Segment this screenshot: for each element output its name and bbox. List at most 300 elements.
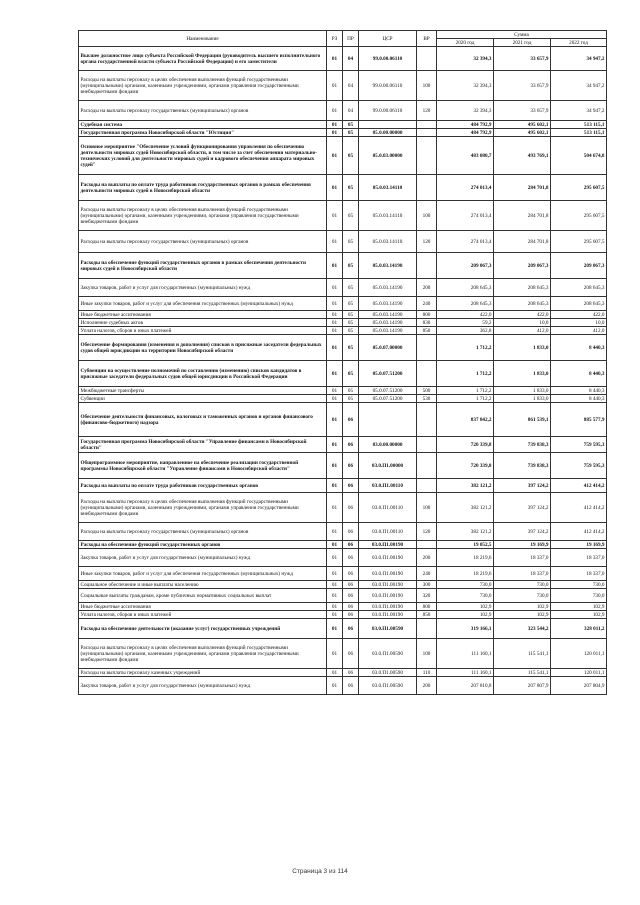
- row-rz: 01: [327, 403, 343, 437]
- row-sum-2021: 18 337,0: [494, 567, 551, 581]
- row-pr: 04: [343, 101, 359, 121]
- row-sum-2020: 274 013,4: [437, 231, 494, 253]
- row-sum-2022: 10,0: [551, 319, 607, 327]
- row-sum-2021: 412,0: [494, 327, 551, 335]
- row-vr: [417, 541, 437, 549]
- row-sum-2020: 1 712,2: [437, 395, 494, 403]
- row-sum-2021: 730,0: [494, 589, 551, 603]
- row-rz: 01: [327, 101, 343, 121]
- row-sum-2022: 34 947,2: [551, 101, 607, 121]
- row-csr: 05.0.03.14190: [359, 297, 417, 311]
- table-row: [79, 549, 607, 567]
- row-name: Иные бюджетные ассигнования: [79, 311, 327, 319]
- row-rz: 01: [327, 589, 343, 603]
- row-sum-2020: 382 121,2: [437, 479, 494, 493]
- row-sum-2021: 397 124,2: [494, 493, 551, 523]
- table-row: [79, 101, 607, 121]
- row-name: Расходы на выплаты персоналу в целях обеспечения выполнения функций государственными (муниципальными) органами, казенными учреждениями, органами управления государственными внебюджетными фондами: [79, 493, 327, 523]
- table-row: [79, 335, 607, 361]
- row-csr: 03.0.П1.00190: [359, 603, 417, 611]
- row-sum-2021: 19 169,9: [494, 541, 551, 549]
- row-sum-2021: 284 701,8: [494, 231, 551, 253]
- row-pr: 06: [343, 603, 359, 611]
- row-sum-2022: 34 947,2: [551, 71, 607, 101]
- row-rz: 01: [327, 669, 343, 677]
- row-csr: 05.0.03.14190: [359, 279, 417, 297]
- row-pr: 05: [343, 297, 359, 311]
- row-vr: [417, 253, 437, 279]
- row-csr: 03.0.П1.00190: [359, 611, 417, 619]
- row-name: Судебная система: [79, 121, 327, 129]
- row-sum-2021: 208 645,3: [494, 279, 551, 297]
- table-row: [79, 297, 607, 311]
- table-row: [79, 437, 607, 453]
- header-csr: ЦСР: [359, 31, 417, 47]
- row-vr: [417, 335, 437, 361]
- row-name: Закупка товаров, работ и услуг для государственных (муниципальных) нужд: [79, 279, 327, 297]
- row-name: Уплата налогов, сборов и иных платежей: [79, 611, 327, 619]
- row-sum-2021: 115 541,1: [494, 669, 551, 677]
- row-name: Субвенции на осуществление полномочий по составлению (изменению) списков кандидатов в присяжные заседатели федеральных судов общей юрисдикции в Российской Федерации: [79, 361, 327, 387]
- row-rz: 01: [327, 619, 343, 639]
- row-vr: 200: [417, 549, 437, 567]
- row-vr: [417, 47, 437, 71]
- table-row: [79, 327, 607, 335]
- row-sum-2022: 412 414,2: [551, 493, 607, 523]
- row-pr: 05: [343, 201, 359, 231]
- row-csr: 03.0.П1.00190: [359, 581, 417, 589]
- row-sum-2022: 34 947,2: [551, 47, 607, 71]
- table-row: [79, 253, 607, 279]
- row-vr: [417, 619, 437, 639]
- row-vr: 800: [417, 311, 437, 319]
- row-sum-2020: 422,0: [437, 311, 494, 319]
- header-pr: ПР: [343, 31, 359, 47]
- row-name: Государственная программа Новосибирской области "Управление финансами в Новосибирской области": [79, 437, 327, 453]
- row-pr: 05: [343, 361, 359, 387]
- row-csr: 05.0.07.51200: [359, 395, 417, 403]
- row-sum-2020: 111 160,1: [437, 669, 494, 677]
- row-sum-2022: 18 337,0: [551, 549, 607, 567]
- row-sum-2021: 1 833,0: [494, 335, 551, 361]
- row-pr: 06: [343, 403, 359, 437]
- row-vr: [417, 479, 437, 493]
- row-sum-2020: 19 052,5: [437, 541, 494, 549]
- row-csr: 03.0.П1.00110: [359, 479, 417, 493]
- row-name: Расходы на выплаты персоналу государственных (муниципальных) органов: [79, 523, 327, 541]
- row-rz: 01: [327, 319, 343, 327]
- row-sum-2021: 102,9: [494, 611, 551, 619]
- row-csr: 99.0.00.06110: [359, 101, 417, 121]
- row-pr: 06: [343, 567, 359, 581]
- header-rz: РЗ: [327, 31, 343, 47]
- row-name: Закупка товаров, работ и услуг для государственных (муниципальных) нужд: [79, 549, 327, 567]
- row-vr: 200: [417, 279, 437, 297]
- row-pr: 06: [343, 677, 359, 695]
- row-csr: 05.0.03.14190: [359, 253, 417, 279]
- row-sum-2020: 111 160,1: [437, 639, 494, 669]
- row-vr: 800: [417, 603, 437, 611]
- row-vr: 240: [417, 567, 437, 581]
- row-sum-2022: 207 804,9: [551, 677, 607, 695]
- row-sum-2021: 284 701,8: [494, 175, 551, 201]
- row-vr: 120: [417, 231, 437, 253]
- row-rz: 01: [327, 567, 343, 581]
- table-row: [79, 231, 607, 253]
- row-sum-2021: 397 124,2: [494, 523, 551, 541]
- row-sum-2022: 19 169,9: [551, 541, 607, 549]
- row-sum-2021: 1 833,0: [494, 361, 551, 387]
- row-name: Обеспечение формирования (изменения и дополнения) списков в присяжные заседатели федеральных судов общей юрисдикции на территории Новосибирской области: [79, 335, 327, 361]
- row-rz: 01: [327, 541, 343, 549]
- row-csr: 03.0.П1.00190: [359, 567, 417, 581]
- row-sum-2021: 323 544,2: [494, 619, 551, 639]
- table-row: [79, 619, 607, 639]
- row-name: Расходы на выплаты персоналу государственных (муниципальных) органов: [79, 101, 327, 121]
- row-rz: 01: [327, 493, 343, 523]
- row-name: Основное мероприятие "Обеспечение условий функционирования управления по обеспечению деятельности мировых судей Новосибирской области, в том числе за счет обеспечения материально-технических условий для деятельности мировых судей и кадрового обеспечения аппарата мировых судей": [79, 137, 327, 175]
- row-sum-2022: 208 645,3: [551, 297, 607, 311]
- row-name: Расходы на выплаты персоналу казенных учреждений: [79, 669, 327, 677]
- table-row: [79, 129, 607, 137]
- row-sum-2020: 837 842,2: [437, 403, 494, 437]
- row-sum-2020: 1 712,2: [437, 361, 494, 387]
- row-name: Иные закупки товаров, работ и услуг для обеспечения государственных (муниципальных) нужд: [79, 567, 327, 581]
- row-sum-2021: 115 541,1: [494, 639, 551, 669]
- row-sum-2021: 284 701,8: [494, 201, 551, 231]
- row-rz: 01: [327, 453, 343, 479]
- row-sum-2022: 513 115,1: [551, 129, 607, 137]
- row-rz: 01: [327, 137, 343, 175]
- row-sum-2020: 59,2: [437, 319, 494, 327]
- row-sum-2021: 1 833,0: [494, 395, 551, 403]
- row-vr: 320: [417, 589, 437, 603]
- row-csr: 99.0.00.06110: [359, 71, 417, 101]
- row-name: Исполнение судебных актов: [79, 319, 327, 327]
- row-csr: 05.0.07.51200: [359, 361, 417, 387]
- header-year-2020: 2020 год: [437, 39, 494, 47]
- row-sum-2021: 33 657,9: [494, 47, 551, 71]
- row-rz: 01: [327, 387, 343, 395]
- table-body: [79, 47, 607, 695]
- row-rz: 01: [327, 611, 343, 619]
- row-sum-2022: 102,9: [551, 611, 607, 619]
- row-csr: 03.0.П1.00590: [359, 639, 417, 669]
- row-sum-2022: 120 011,1: [551, 639, 607, 669]
- row-rz: 01: [327, 677, 343, 695]
- row-csr: 99.0.00.06110: [359, 47, 417, 71]
- row-sum-2021: 209 067,3: [494, 253, 551, 279]
- row-pr: 05: [343, 279, 359, 297]
- row-sum-2020: 18 219,6: [437, 567, 494, 581]
- row-sum-2020: 274 013,4: [437, 175, 494, 201]
- row-rz: 01: [327, 253, 343, 279]
- row-pr: 06: [343, 453, 359, 479]
- row-sum-2020: 484 792,9: [437, 121, 494, 129]
- row-pr: 06: [343, 589, 359, 603]
- row-name: Высшее должностное лицо субъекта Российской Федерации (руководитель высшего исполнительного органа государственной власти субъекта Российской Федерации) и его заместители: [79, 47, 327, 71]
- row-name: Иные бюджетные ассигнования: [79, 603, 327, 611]
- row-vr: 100: [417, 201, 437, 231]
- row-vr: 200: [417, 677, 437, 695]
- row-rz: 01: [327, 603, 343, 611]
- table-row: [79, 669, 607, 677]
- row-name: Межбюджетные трансферты: [79, 387, 327, 395]
- row-name: Расходы на выплаты персоналу в целях обеспечения выполнения функций государственными (муниципальными) органами, казенными учреждениями, органами управления государственными внебюджетными фондами: [79, 201, 327, 231]
- table-row: [79, 567, 607, 581]
- row-csr: 03.0.П1.00110: [359, 523, 417, 541]
- row-csr: 03.0.П1.00190: [359, 589, 417, 603]
- row-rz: 01: [327, 581, 343, 589]
- row-sum-2021: 730,0: [494, 581, 551, 589]
- row-vr: 850: [417, 611, 437, 619]
- row-pr: 06: [343, 581, 359, 589]
- row-name: Расходы на выплаты персоналу в целях обеспечения выполнения функций государственными (муниципальными) органами, казенными учреждениями, органами управления государственными внебюджетными фондами: [79, 639, 327, 669]
- row-vr: 120: [417, 101, 437, 121]
- row-sum-2022: 759 595,3: [551, 437, 607, 453]
- row-sum-2021: 1 833,0: [494, 387, 551, 395]
- row-sum-2021: 18 337,0: [494, 549, 551, 567]
- row-rz: 01: [327, 549, 343, 567]
- table-row: [79, 395, 607, 403]
- row-rz: 01: [327, 47, 343, 71]
- table-row: [79, 361, 607, 387]
- row-vr: [417, 175, 437, 201]
- row-csr: 03.0.00.00000: [359, 437, 417, 453]
- header-year-2022: 2022 год: [551, 39, 607, 47]
- row-sum-2020: 207 810,8: [437, 677, 494, 695]
- row-csr: 05.0.03.14110: [359, 231, 417, 253]
- row-sum-2021: 495 602,1: [494, 121, 551, 129]
- row-sum-2022: 328 011,2: [551, 619, 607, 639]
- row-pr: 05: [343, 311, 359, 319]
- row-sum-2020: 382 121,2: [437, 493, 494, 523]
- row-vr: 830: [417, 319, 437, 327]
- row-vr: 110: [417, 669, 437, 677]
- row-rz: 01: [327, 437, 343, 453]
- row-rz: 01: [327, 201, 343, 231]
- row-sum-2020: 1 712,2: [437, 387, 494, 395]
- row-pr: 05: [343, 319, 359, 327]
- row-sum-2020: 209 067,3: [437, 253, 494, 279]
- budget-table: [78, 30, 607, 695]
- row-csr: 05.0.03.00000: [359, 137, 417, 175]
- row-pr: 06: [343, 639, 359, 669]
- table-row: [79, 47, 607, 71]
- row-name: Расходы на обеспечение деятельности (оказание услуг) государственных учреждений: [79, 619, 327, 639]
- row-sum-2022: 730,0: [551, 589, 607, 603]
- row-sum-2022: 504 674,8: [551, 137, 607, 175]
- row-rz: 01: [327, 279, 343, 297]
- table-row: [79, 581, 607, 589]
- table-row: [79, 589, 607, 603]
- row-vr: 240: [417, 297, 437, 311]
- row-pr: 05: [343, 175, 359, 201]
- row-sum-2022: 295 607,5: [551, 201, 607, 231]
- row-rz: 01: [327, 335, 343, 361]
- row-sum-2022: 18 337,0: [551, 567, 607, 581]
- table-row: [79, 493, 607, 523]
- header-year-2021: 2021 год: [494, 39, 551, 47]
- row-csr: [359, 403, 417, 437]
- row-csr: 03.0.П1.00590: [359, 669, 417, 677]
- row-vr: 100: [417, 493, 437, 523]
- row-pr: 05: [343, 121, 359, 129]
- row-name: Обеспечение деятельности финансовых, налоговых и таможенных органов и органов финансового (финансово-бюджетного) надзора: [79, 403, 327, 437]
- row-rz: 01: [327, 361, 343, 387]
- table-row: [79, 403, 607, 437]
- row-vr: 120: [417, 523, 437, 541]
- row-csr: 03.0.П1.00190: [359, 541, 417, 549]
- row-pr: 04: [343, 47, 359, 71]
- row-rz: 01: [327, 121, 343, 129]
- row-sum-2020: 720 339,8: [437, 437, 494, 453]
- row-vr: [417, 403, 437, 437]
- header-name: Наименование: [79, 31, 327, 47]
- row-pr: 06: [343, 479, 359, 493]
- row-sum-2021: 33 657,9: [494, 71, 551, 101]
- row-pr: 05: [343, 387, 359, 395]
- row-sum-2022: 412,0: [551, 327, 607, 335]
- header-vr: ВР: [417, 31, 437, 47]
- row-pr: 05: [343, 137, 359, 175]
- row-sum-2022: 295 607,5: [551, 175, 607, 201]
- row-sum-2021: 102,9: [494, 603, 551, 611]
- row-sum-2021: 10,0: [494, 319, 551, 327]
- row-csr: 05.0.03.14190: [359, 319, 417, 327]
- row-sum-2020: 102,9: [437, 603, 494, 611]
- table-row: [79, 121, 607, 129]
- row-sum-2021: 207 807,9: [494, 677, 551, 695]
- row-vr: 530: [417, 395, 437, 403]
- row-rz: 01: [327, 71, 343, 101]
- row-sum-2022: 513 115,1: [551, 121, 607, 129]
- table-row: [79, 603, 607, 611]
- row-sum-2020: 382 121,2: [437, 523, 494, 541]
- row-csr: 05.0.03.14110: [359, 175, 417, 201]
- row-sum-2022: 8 440,3: [551, 361, 607, 387]
- row-sum-2022: 102,9: [551, 603, 607, 611]
- row-name: Иные закупки товаров, работ и услуг для обеспечения государственных (муниципальных) нужд: [79, 297, 327, 311]
- table-row: [79, 523, 607, 541]
- row-vr: 500: [417, 387, 437, 395]
- row-csr: 03.0.П1.00000: [359, 453, 417, 479]
- row-sum-2021: 495 602,1: [494, 129, 551, 137]
- row-sum-2022: 8 440,3: [551, 335, 607, 361]
- row-sum-2020: 32 394,3: [437, 71, 494, 101]
- row-sum-2020: 362,8: [437, 327, 494, 335]
- row-name: Общепрограммное мероприятие, направленное на обеспечение реализации государственной программы Новосибирской области "Управление финансами в Новосибирской области": [79, 453, 327, 479]
- row-sum-2020: 730,0: [437, 581, 494, 589]
- row-vr: 100: [417, 71, 437, 101]
- row-name: Расходы на обеспечение функций государственных органов в рамках обеспечения деятельности мировых судей в Новосибирской области: [79, 253, 327, 279]
- table-row: [79, 677, 607, 695]
- row-vr: 100: [417, 639, 437, 669]
- row-csr: 05.0.07.51200: [359, 387, 417, 395]
- row-sum-2021: 422,0: [494, 311, 551, 319]
- row-csr: [359, 121, 417, 129]
- header-sum: Сумма: [437, 31, 607, 39]
- row-sum-2020: 18 219,6: [437, 549, 494, 567]
- row-sum-2022: 295 607,5: [551, 231, 607, 253]
- row-sum-2022: 412 414,2: [551, 479, 607, 493]
- budget-table-sheet: [78, 30, 606, 695]
- row-name: Расходы на выплаты по оплате труда работников государственных органов: [79, 479, 327, 493]
- row-rz: 01: [327, 175, 343, 201]
- row-sum-2021: 861 539,1: [494, 403, 551, 437]
- row-sum-2020: 730,0: [437, 589, 494, 603]
- row-rz: 01: [327, 479, 343, 493]
- row-csr: 03.0.П1.00190: [359, 549, 417, 567]
- row-pr: 06: [343, 549, 359, 567]
- row-name: Государственная программа Новосибирской области "Юстиция": [79, 129, 327, 137]
- table-row: [79, 387, 607, 395]
- row-csr: 05.0.03.14190: [359, 311, 417, 319]
- row-csr: 05.0.00.00000: [359, 129, 417, 137]
- row-rz: 01: [327, 297, 343, 311]
- row-sum-2022: 422,0: [551, 311, 607, 319]
- row-sum-2022: 120 011,1: [551, 669, 607, 677]
- row-pr: 05: [343, 327, 359, 335]
- row-csr: 03.0.П1.00590: [359, 677, 417, 695]
- row-pr: 06: [343, 619, 359, 639]
- row-csr: 03.0.П1.00590: [359, 619, 417, 639]
- table-row: [79, 639, 607, 669]
- table-row: [79, 319, 607, 327]
- row-sum-2020: 484 792,9: [437, 129, 494, 137]
- row-vr: [417, 437, 437, 453]
- row-rz: 01: [327, 311, 343, 319]
- row-sum-2021: 739 838,3: [494, 453, 551, 479]
- row-csr: 05.0.03.14110: [359, 201, 417, 231]
- row-vr: [417, 137, 437, 175]
- row-sum-2020: 208 645,3: [437, 279, 494, 297]
- row-rz: 01: [327, 327, 343, 335]
- row-pr: 06: [343, 669, 359, 677]
- row-sum-2021: 397 124,2: [494, 479, 551, 493]
- row-sum-2022: 8 440,3: [551, 387, 607, 395]
- table-row: [79, 137, 607, 175]
- row-pr: 04: [343, 71, 359, 101]
- row-pr: 05: [343, 231, 359, 253]
- row-sum-2021: 208 645,3: [494, 297, 551, 311]
- row-name: Субвенции: [79, 395, 327, 403]
- row-sum-2022: 208 645,3: [551, 279, 607, 297]
- row-pr: 06: [343, 493, 359, 523]
- row-name: Социальные выплаты гражданам, кроме публичных нормативных социальных выплат: [79, 589, 327, 603]
- row-sum-2021: 33 657,9: [494, 101, 551, 121]
- row-pr: 05: [343, 253, 359, 279]
- row-vr: [417, 129, 437, 137]
- row-name: Уплата налогов, сборов и иных платежей: [79, 327, 327, 335]
- row-name: Закупка товаров, работ и услуг для государственных (муниципальных) нужд: [79, 677, 327, 695]
- table-row: [79, 71, 607, 101]
- page-number: Страница 3 из 114: [292, 868, 348, 875]
- row-pr: 06: [343, 541, 359, 549]
- table-row: [79, 311, 607, 319]
- table-row: [79, 279, 607, 297]
- row-sum-2021: 739 838,3: [494, 437, 551, 453]
- row-vr: [417, 361, 437, 387]
- row-name: Расходы на выплаты персоналу государственных (муниципальных) органов: [79, 231, 327, 253]
- row-rz: 01: [327, 395, 343, 403]
- row-sum-2020: 32 394,3: [437, 47, 494, 71]
- row-sum-2020: 483 080,7: [437, 137, 494, 175]
- row-pr: 06: [343, 611, 359, 619]
- row-pr: 06: [343, 523, 359, 541]
- row-sum-2020: 274 013,4: [437, 201, 494, 231]
- row-sum-2022: 730,0: [551, 581, 607, 589]
